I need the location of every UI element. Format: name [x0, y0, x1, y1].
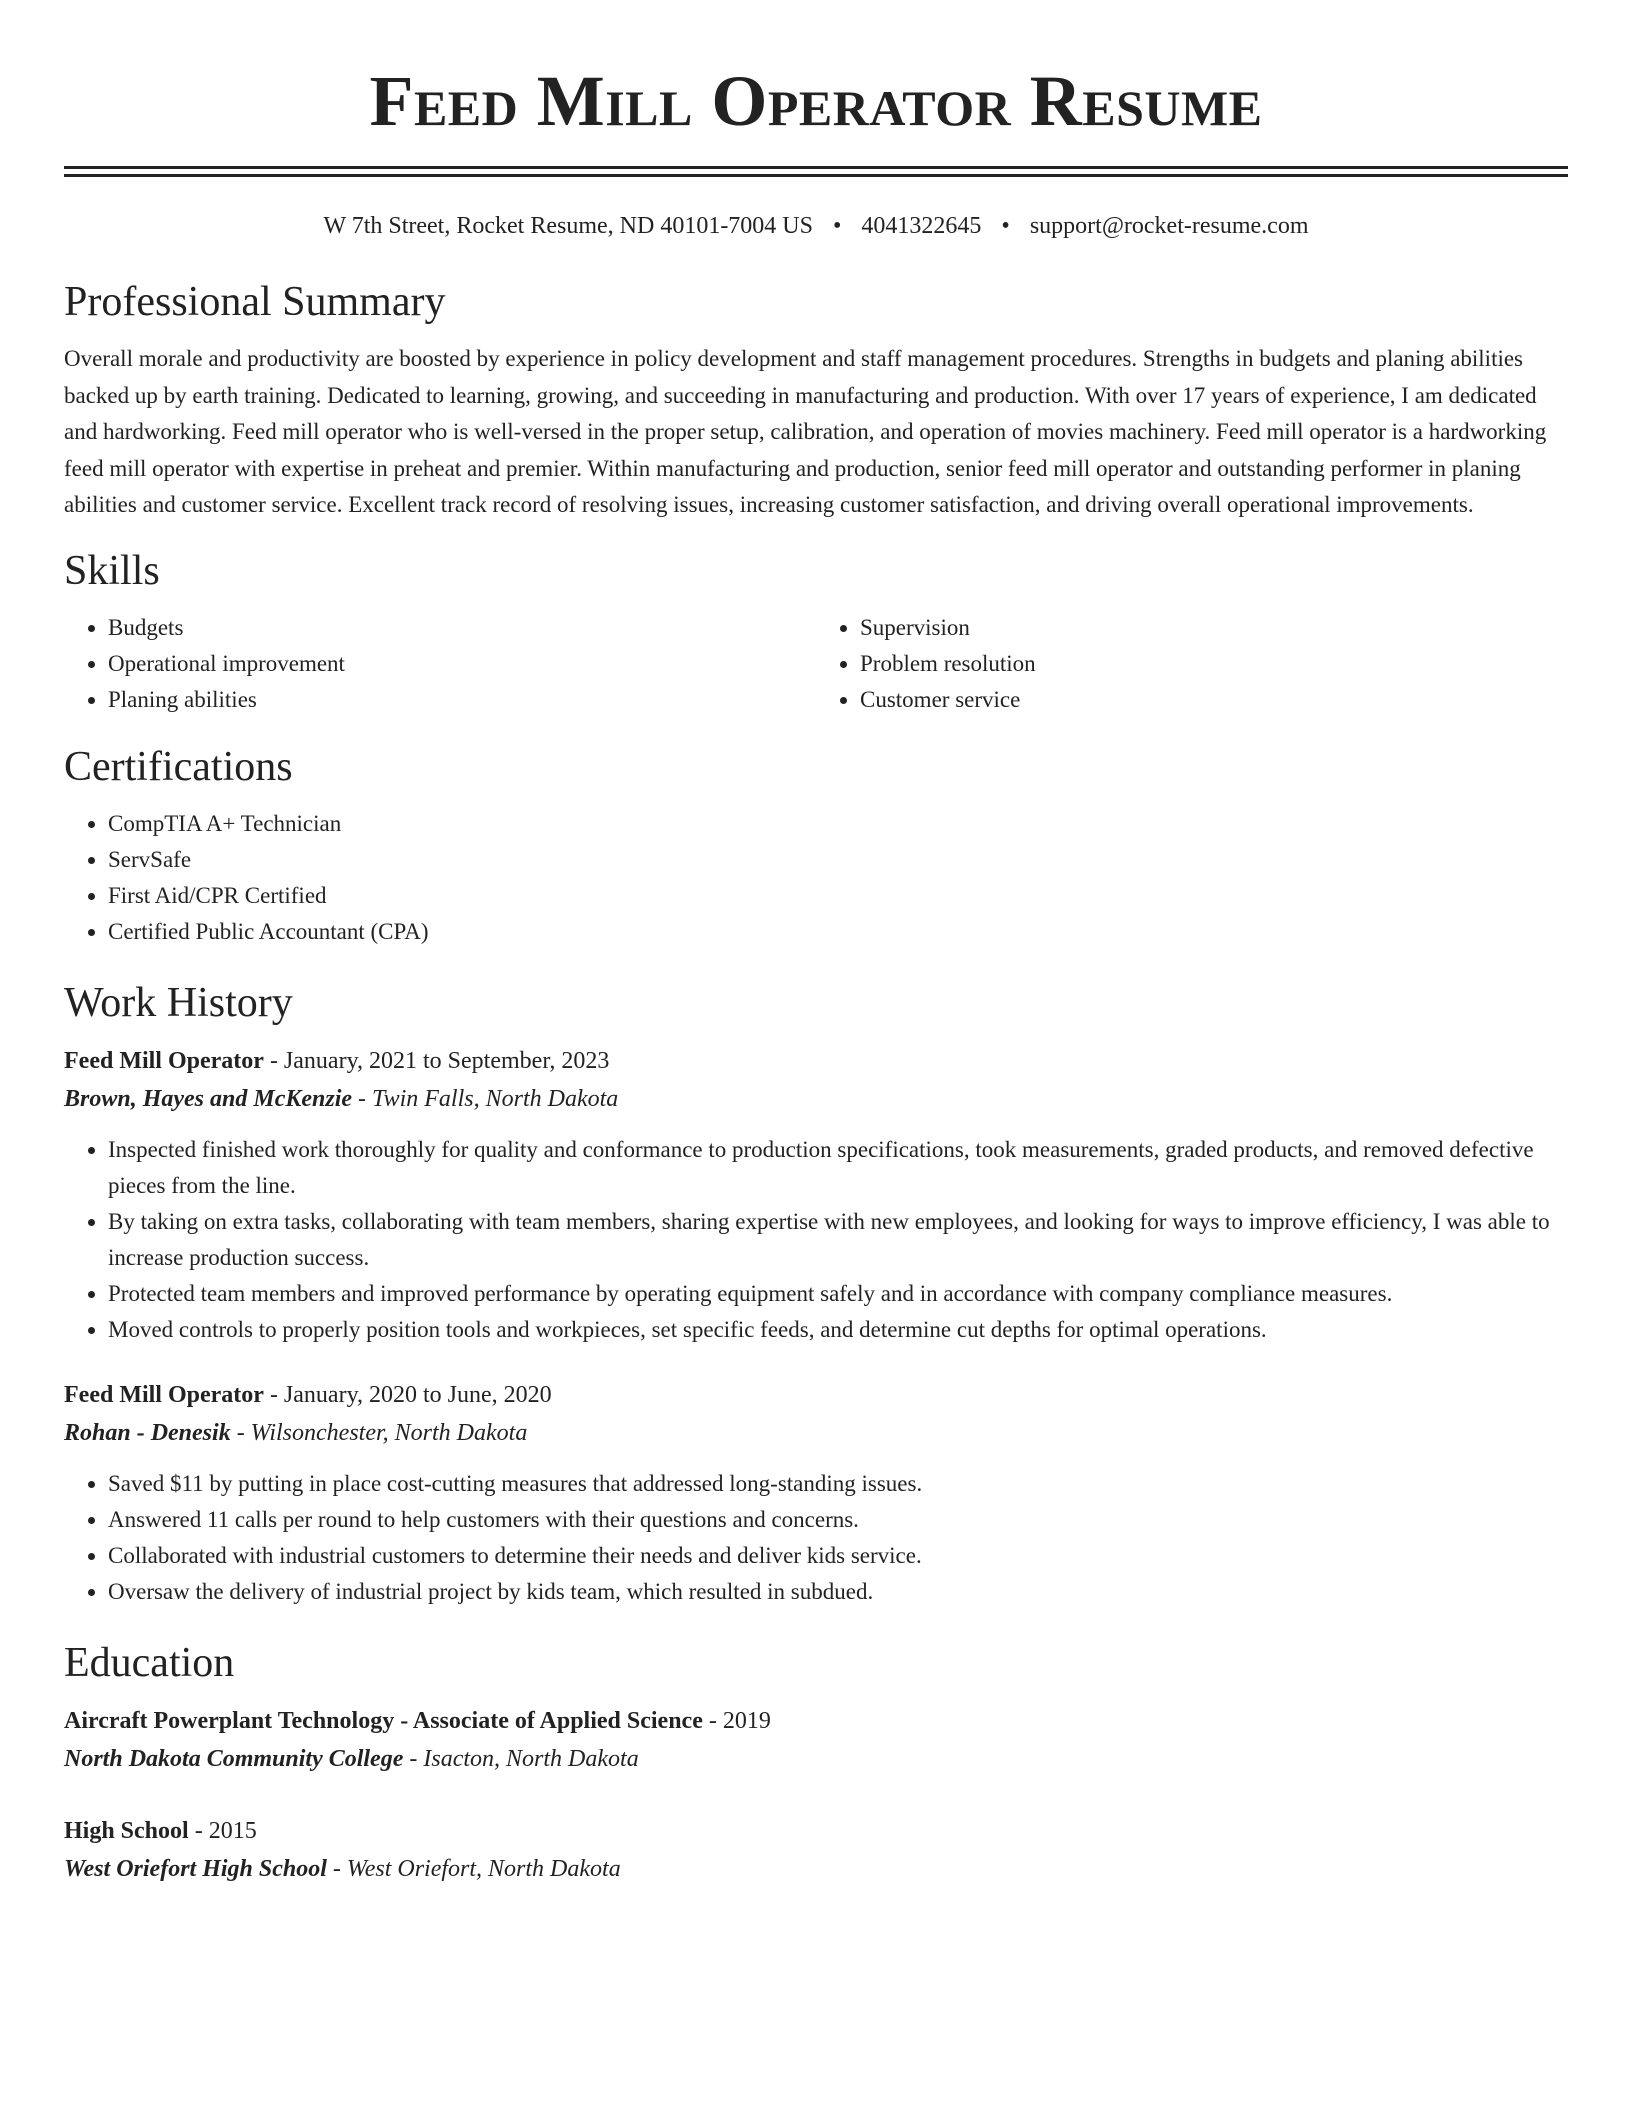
job-dates: - January, 2020 to June, 2020	[263, 1381, 552, 1408]
job-company: Rohan - Denesik	[64, 1419, 231, 1446]
job-company-line	[64, 1414, 1568, 1452]
education-year: - 2019	[702, 1707, 771, 1734]
skill-item: • Operational improvement	[108, 646, 816, 682]
job-bullet: • Oversaw the delivery of industrial project by kids team, which resulted in subdued.	[108, 1574, 1568, 1610]
skills-column-right	[816, 610, 1568, 718]
job-entry	[64, 1042, 1568, 1348]
job-location: - Twin Falls, North Dakota	[352, 1085, 619, 1112]
skill-item: • Supervision	[860, 610, 1568, 646]
title-divider	[64, 166, 1568, 177]
contact-separator: •	[1001, 213, 1010, 239]
job-bullets	[64, 1466, 1568, 1610]
summary-text: Overall morale and productivity are boosted by experience in policy development and staff management procedures. Strengths in budgets and planing abilities backed up by earth training. Dedicated to learning, growing, and succeeding in manufacturing and production. With over 17 years of experience, I am dedicated and hardworking. Feed mill operator who is well-versed in the proper setup, calibration, and operation of movies machinery. Feed mill operator is a hardworking feed mill operator with expertise in preheat and premier. Within manufacturing and production, senior feed mill operator and outstanding performer in planing abilities and customer service. Excellent track record of resolving issues, increasing customer satisfaction, and driving overall operational improvements.	[64, 346, 1547, 517]
education-heading: Education	[64, 1639, 235, 1686]
education-location: - Isacton, North Dakota	[403, 1745, 639, 1772]
skills-heading: Skills	[64, 547, 160, 594]
certification-item: • CompTIA A+ Technician	[108, 806, 1568, 842]
job-title: Feed Mill Operator	[64, 1047, 264, 1074]
education-location: - West Oriefort, North Dakota	[326, 1855, 621, 1882]
skill-item: • Planing abilities	[108, 682, 816, 718]
skill-item: • Customer service	[860, 682, 1568, 718]
work-history-heading: Work History	[64, 979, 293, 1026]
job-bullet: • Moved controls to properly position tools and workpieces, set specific feeds, and determine cut depths for optimal operations.	[108, 1312, 1568, 1348]
education-entry	[64, 1812, 1568, 1888]
education-year: - 2015	[188, 1817, 257, 1844]
job-title-line	[64, 1042, 1568, 1080]
summary-heading: Professional Summary	[64, 279, 446, 325]
education-degree: Aircraft Powerplant Technology - Associate of Applied Science	[64, 1707, 703, 1734]
skills-column-left	[64, 610, 816, 718]
certifications-list	[64, 806, 1568, 950]
education-degree-line	[64, 1812, 1568, 1850]
education-school-line	[64, 1740, 1568, 1778]
contact-line	[64, 209, 1568, 243]
job-dates: - January, 2021 to September, 2023	[263, 1047, 610, 1074]
certification-item: • Certified Public Accountant (CPA)	[108, 914, 1568, 950]
education-degree: High School	[64, 1817, 189, 1844]
job-bullet: • Saved $11 by putting in place cost-cutting measures that addressed long-standing issues.	[108, 1466, 1568, 1502]
certifications-heading: Certifications	[64, 743, 293, 790]
contact-email: support@rocket-resume.com	[1029, 213, 1309, 239]
job-bullet: • Collaborated with industrial customers to determine their needs and deliver kids service.	[108, 1538, 1568, 1574]
contact-separator: •	[833, 213, 842, 239]
education-school-line	[64, 1850, 1568, 1888]
skill-item: • Budgets	[108, 610, 816, 646]
job-title-line	[64, 1376, 1568, 1414]
education-school: West Oriefort High School	[64, 1855, 327, 1882]
job-title: Feed Mill Operator	[64, 1381, 264, 1408]
job-bullets	[64, 1132, 1568, 1348]
education-degree-line	[64, 1702, 1568, 1740]
skill-item: • Problem resolution	[860, 646, 1568, 682]
contact-address: W 7th Street, Rocket Resume, ND 40101-7004 US	[323, 213, 813, 239]
job-location: - Wilsonchester, North Dakota	[230, 1419, 528, 1446]
job-company: Brown, Hayes and McKenzie	[64, 1085, 353, 1112]
contact-phone: 4041322645	[861, 213, 982, 239]
resume-title: Feed Mill Operator Resume	[369, 61, 1263, 141]
job-bullet: • Answered 11 calls per round to help customers with their questions and concerns.	[108, 1502, 1568, 1538]
job-bullet: • By taking on extra tasks, collaborating with team members, sharing expertise with new employees, and looking for ways to improve efficiency, I was able to increase production success.	[108, 1204, 1568, 1276]
job-bullet: • Protected team members and improved performance by operating equipment safely and in accordance with company compliance measures.	[108, 1276, 1568, 1312]
job-entry	[64, 1376, 1568, 1610]
certification-item: • ServSafe	[108, 842, 1568, 878]
job-company-line	[64, 1080, 1568, 1118]
skills-list	[64, 610, 1568, 718]
education-entry	[64, 1702, 1568, 1778]
certification-item: • First Aid/CPR Certified	[108, 878, 1568, 914]
education-school: North Dakota Community College	[64, 1745, 404, 1772]
job-bullet: • Inspected finished work thoroughly for quality and conformance to production specifications, took measurements, graded products, and removed defective pieces from the line.	[108, 1132, 1568, 1204]
